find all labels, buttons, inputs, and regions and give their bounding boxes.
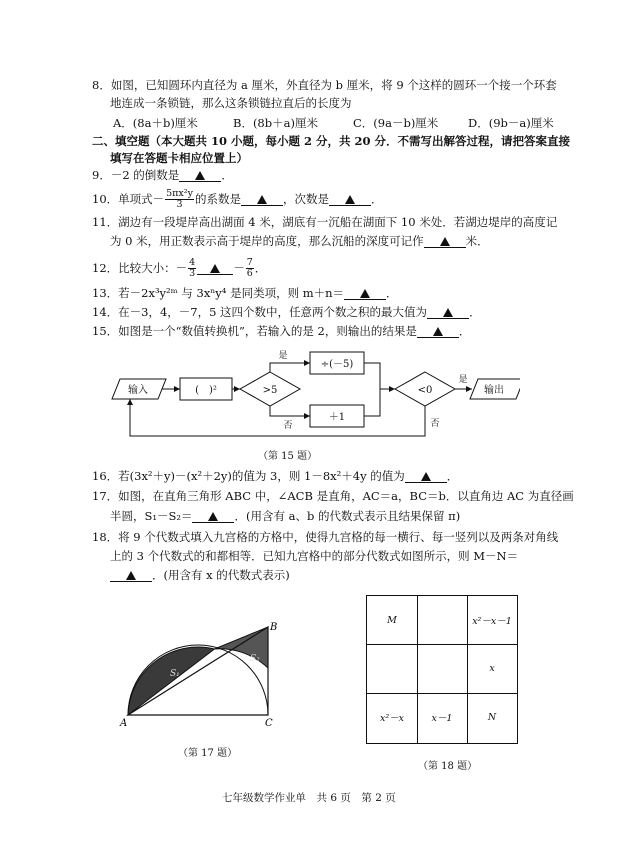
q8-line1: 8．如图，已知圆环内直径为 a 厘米，外直径为 b 厘米，将 9 个这样的圆环一个接一个环套 [92, 78, 557, 92]
answer-blank[interactable] [424, 235, 466, 248]
q8-option-d: D．(9b－a)厘米 [468, 116, 554, 130]
grid-cell-9: N [487, 711, 497, 723]
answer-blank[interactable] [179, 169, 221, 182]
grid-cell-1: M [387, 614, 397, 626]
grid-18 [366, 595, 518, 744]
flow-no1-label: 否 [283, 421, 293, 431]
triangle-icon [126, 571, 136, 580]
grid-cell-4 [367, 644, 417, 692]
answer-blank[interactable] [417, 325, 459, 338]
flow-divide-label: ÷(－5) [320, 359, 354, 370]
flow-output-label: 输出 [484, 385, 504, 396]
flow-compare1-label: >5 [262, 385, 278, 396]
grid-cell-2 [417, 596, 467, 644]
q8-line2: 地连成一条锁链，那么这条锁链拉直后的长度为 [110, 96, 352, 110]
flow-compare2-label: <0 [417, 385, 433, 396]
q8-options [113, 116, 563, 131]
flow-yes2-label: 是 [458, 375, 468, 385]
q18-line1: 18．将 9 个代数式填入九宫格的方格中，使得九宫格的每一横行、每一竖列以及两条对角线 [92, 530, 559, 544]
grid-cell-7: x²－x [379, 713, 405, 724]
triangle-icon [433, 327, 443, 336]
triangle-icon [257, 195, 267, 204]
answer-blank[interactable] [344, 287, 386, 300]
grid-cell-6: x [489, 662, 495, 674]
label-s1: S₁ [170, 669, 180, 679]
q12-fraction-1: $\frac{4}{3}$ [189, 256, 196, 279]
grid-cell-5 [417, 644, 467, 692]
label-a: A [120, 718, 128, 728]
label-s2: S₂ [250, 654, 260, 664]
flowchart-caption: （第 15 题） [258, 451, 318, 462]
q14: 14．在－3，4，－7，5 这四个数中，任意两个数之积的最大值为 ． [92, 305, 481, 319]
q12: 12． 比较大小：－ $\frac{4}{3}$ － $\frac{7}{6}$ ． [92, 256, 267, 279]
triangle-icon [360, 289, 370, 298]
flow-no2-label: 否 [430, 419, 440, 429]
triangle-icon [443, 308, 453, 317]
answer-blank[interactable] [241, 193, 283, 206]
answer-blank[interactable] [427, 306, 469, 319]
flow-square-label: ( )² [195, 385, 217, 396]
q8-option-b: B．(8b＋a)厘米 [233, 116, 318, 130]
answer-blank[interactable] [329, 193, 371, 206]
label-b: B [270, 622, 278, 633]
q13: 13．若－2x³y²ᵐ 与 3xⁿy⁴ 是同类项，则 m＋n＝ ． [92, 286, 398, 300]
page-footer: 七年级数学作业单 共 6 页 第 2 页 [222, 792, 396, 804]
flow-input-label: 输入 [128, 385, 148, 396]
q8-option-a: A．(8a＋b)厘米 [113, 116, 198, 130]
q15: 15．如图是一个“数值转换机”，若输入的是 2，则输出的结果是 ． [92, 324, 471, 338]
region-s1 [128, 647, 215, 715]
q10: 10． 单项式－ $\frac{\text{5πx²y}}{3}$ 的系数是 ，次数是 ． [92, 187, 383, 210]
q9: 9．－2 的倒数是 ． [92, 168, 233, 182]
section2-line1: 二、填空题（本大题共 10 小题，每小题 2 分，共 20 分．不需写出解答过程，请把答案直接 [92, 134, 571, 148]
figure-17 [118, 618, 288, 728]
region-s2 [215, 627, 269, 668]
q16: 16．若(3x²＋y)－(x²＋2y)的值为 3，则 1－8x²＋4y 的值为 ． [92, 469, 459, 483]
q12-fraction-2: $\frac{7}{6}$ [246, 256, 253, 279]
flowchart [100, 342, 520, 442]
triangle-icon [440, 237, 450, 246]
q17-line2: 半圆，S₁－S₂＝ ．(用含有 a、b 的代数式表示且结果保留 π) [110, 509, 461, 523]
section2-line2: 填写在答题卡相应位置上） [110, 151, 248, 165]
triangle-icon [208, 512, 218, 521]
triangle-icon [195, 171, 205, 180]
triangle-icon [421, 472, 431, 481]
q11-line1: 11．湖边有一段堤岸高出湖面 4 米，湖底有一沉船在湖面下 10 米处．若湖边堤岸的高度记 [92, 215, 558, 229]
figure-17-caption: （第 17 题） [178, 748, 238, 759]
figure-18-caption: （第 18 题） [418, 761, 478, 772]
answer-blank[interactable] [197, 262, 233, 275]
answer-blank[interactable] [110, 569, 152, 582]
flow-add-label: ＋1 [328, 412, 346, 423]
triangle-icon [345, 195, 355, 204]
q8-option-c: C．(9a－b)厘米 [353, 116, 439, 130]
q18-line2: 上的 3 个代数式的和都相等．已知九宫格中的部分代数式如图所示，则 M－N＝ [110, 549, 519, 563]
q18-line3: ．(用含有 x 的代数式表示) [110, 568, 290, 583]
q17-line1: 17．如图，在直角三角形 ABC 中，∠ACB 是直角，AC＝a，BC＝b．以直角边 AC 为直径画 [92, 489, 574, 503]
grid-cell-8: x－1 [431, 713, 453, 724]
grid-cell-3: x²－x－1 [472, 616, 512, 627]
flow-yes1-label: 是 [278, 351, 288, 361]
q11-line2: 为 0 米，用正数表示高于堤岸的高度，那么沉船的深度可记作 米． [110, 234, 489, 248]
answer-blank[interactable] [192, 510, 234, 523]
label-c: C [265, 718, 273, 728]
triangle-icon [210, 264, 220, 273]
answer-blank[interactable] [405, 470, 447, 483]
q10-fraction: $\frac{\text{5πx²y}}{3}$ [166, 187, 193, 210]
